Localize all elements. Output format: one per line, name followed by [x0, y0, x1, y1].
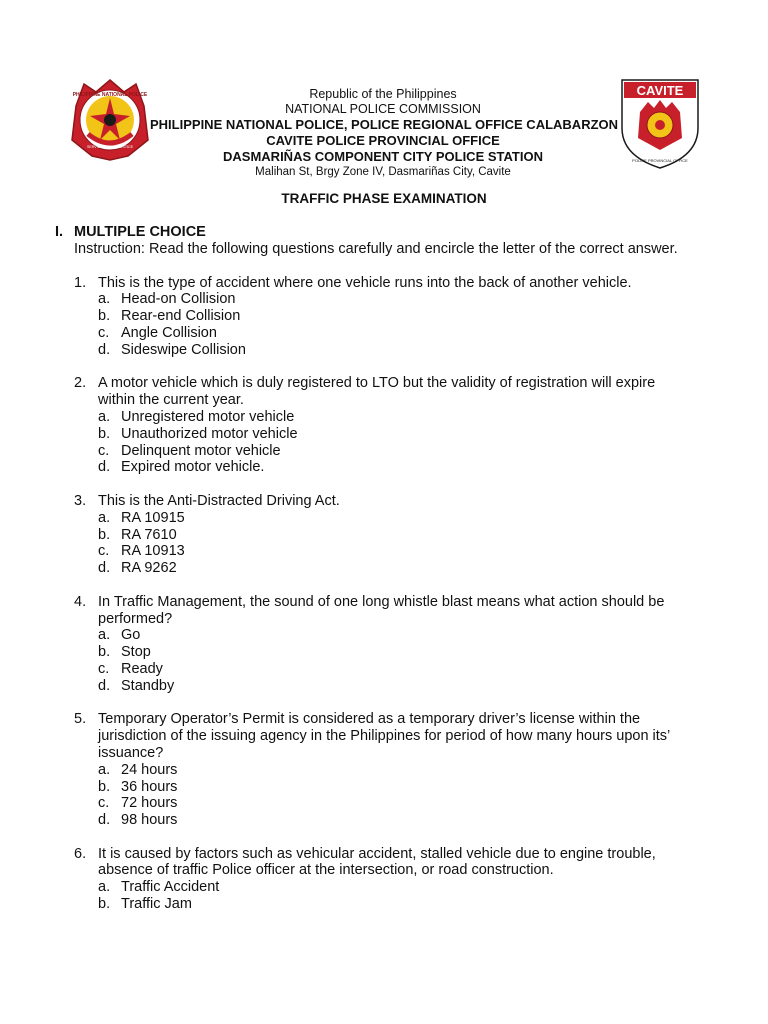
- choice-text: 72 hours: [121, 795, 178, 812]
- commission-line: NATIONAL POLICE COMMISSION: [285, 102, 481, 116]
- choice-option[interactable]: [98, 325, 694, 342]
- cavite-ppo-logo: [620, 78, 700, 170]
- choice-letter: a.: [98, 291, 111, 308]
- question-number: 1.: [74, 274, 87, 291]
- choice-list: [74, 409, 694, 476]
- question-1: [74, 275, 694, 359]
- choice-list: [74, 510, 694, 577]
- choice-option[interactable]: [98, 291, 694, 308]
- choice-text: 36 hours: [121, 778, 178, 795]
- question-text: [74, 594, 694, 628]
- choice-letter: d.: [98, 812, 111, 829]
- question-prompt: Temporary Operator’s Permit is considered as a temporary driver’s license within the jurisdiction of the issuing agency in the Philippines for period of how many hours upon its’ issuance?: [98, 711, 670, 761]
- cavite-banner-text: CAVITE: [636, 83, 684, 98]
- letterhead: [150, 87, 619, 180]
- question-4: [74, 594, 694, 695]
- station-line: DASMARIÑAS COMPONENT CITY POLICE STATION: [223, 149, 543, 164]
- choice-letter: d.: [98, 459, 111, 476]
- question-text: [74, 711, 694, 761]
- choice-letter: b.: [98, 896, 111, 913]
- choice-text: Traffic Accident: [121, 879, 220, 896]
- choice-option[interactable]: [98, 308, 694, 325]
- choice-letter: b.: [98, 425, 111, 442]
- choice-option[interactable]: [98, 896, 694, 913]
- question-prompt: This is the type of accident where one vehicle runs into the back of another vehicle.: [98, 274, 632, 291]
- choice-text: Ready: [121, 660, 163, 677]
- choice-option[interactable]: [98, 443, 694, 460]
- question-number: 6.: [74, 845, 87, 862]
- choice-option[interactable]: [98, 661, 694, 678]
- choice-text: RA 10915: [121, 509, 185, 526]
- choice-option[interactable]: [98, 426, 694, 443]
- choice-option[interactable]: [98, 879, 694, 896]
- section-number: I.: [55, 224, 64, 240]
- choice-letter: d.: [98, 677, 111, 694]
- choice-option[interactable]: [98, 779, 694, 796]
- pnp-seal-text: PHILIPPINE NATIONAL POLICE: [72, 92, 148, 98]
- choice-letter: d.: [98, 341, 111, 358]
- question-3: [74, 493, 694, 577]
- choice-letter: c.: [98, 660, 110, 677]
- question-6: [74, 846, 694, 913]
- choice-option[interactable]: [98, 560, 694, 577]
- choice-list: [74, 627, 694, 694]
- choice-letter: a.: [98, 879, 111, 896]
- choice-option[interactable]: [98, 678, 694, 695]
- question-prompt: In Traffic Management, the sound of one long whistle blast means what action should be performed?: [98, 593, 665, 627]
- choice-text: 98 hours: [121, 812, 178, 829]
- choice-option[interactable]: [98, 627, 694, 644]
- choice-letter: a.: [98, 509, 111, 526]
- choice-option[interactable]: [98, 459, 694, 476]
- choice-text: Traffic Jam: [121, 896, 192, 913]
- question-text: [74, 375, 694, 409]
- choice-option[interactable]: [98, 762, 694, 779]
- instruction-text: Instruction: Read the following questions carefully and encircle the letter of the correct answer.: [74, 241, 678, 257]
- choice-option[interactable]: [98, 644, 694, 661]
- republic-line: Republic of the Philippines: [309, 87, 457, 101]
- choice-letter: b.: [98, 526, 111, 543]
- exam-title: TRAFFIC PHASE EXAMINATION: [281, 191, 487, 206]
- choice-option[interactable]: [98, 527, 694, 544]
- choice-text: Sideswipe Collision: [121, 341, 246, 358]
- choice-letter: b.: [98, 644, 111, 661]
- choice-option[interactable]: [98, 543, 694, 560]
- section-title: MULTIPLE CHOICE: [74, 224, 206, 240]
- pnp-office-line: PHILIPPINE NATIONAL POLICE, POLICE REGIONAL OFFICE CALABARZON: [150, 117, 619, 132]
- choice-letter: c.: [98, 543, 110, 560]
- choice-letter: c.: [98, 795, 110, 812]
- choice-text: RA 10913: [121, 543, 185, 560]
- question-prompt: This is the Anti-Distracted Driving Act.: [98, 492, 340, 509]
- choice-letter: c.: [98, 442, 110, 459]
- choice-text: Delinquent motor vehicle: [121, 442, 281, 459]
- choice-text: Standby: [121, 677, 175, 694]
- choice-text: 24 hours: [121, 761, 178, 778]
- choice-letter: a.: [98, 408, 111, 425]
- choice-text: Go: [121, 627, 141, 644]
- exam-content: [74, 241, 694, 930]
- choice-text: Angle Collision: [121, 324, 217, 341]
- pnp-seal-motto: SERVICE HONOR JUSTICE: [86, 145, 134, 149]
- question-number: 2.: [74, 375, 87, 392]
- section-heading: [55, 224, 206, 240]
- choice-letter: c.: [98, 324, 110, 341]
- choice-option[interactable]: [98, 409, 694, 426]
- question-number: 4.: [74, 593, 87, 610]
- choice-option[interactable]: [98, 795, 694, 812]
- question-number: 3.: [74, 492, 87, 509]
- choice-letter: a.: [98, 627, 111, 644]
- choice-option[interactable]: [98, 510, 694, 527]
- cavite-ppo-text: POLICE PROVINCIAL OFFICE: [632, 158, 688, 163]
- choice-letter: d.: [98, 560, 111, 577]
- address-line: Malihan St, Brgy Zone IV, Dasmariñas City, Cavite: [255, 166, 511, 178]
- choice-list: [74, 291, 694, 358]
- choice-text: Expired motor vehicle.: [121, 459, 265, 476]
- question-prompt: It is caused by factors such as vehicular accident, stalled vehicle due to engine trouble, absence of traffic Police officer at the intersection, or road construction.: [98, 845, 656, 879]
- choice-text: RA 7610: [121, 526, 177, 543]
- choice-option[interactable]: [98, 342, 694, 359]
- choice-letter: a.: [98, 761, 111, 778]
- provincial-office-line: CAVITE POLICE PROVINCIAL OFFICE: [266, 133, 500, 148]
- question-text: [74, 846, 694, 880]
- choice-text: Stop: [121, 644, 151, 661]
- question-text: [74, 275, 694, 292]
- choice-letter: b.: [98, 308, 111, 325]
- choice-text: RA 9262: [121, 560, 177, 577]
- choice-text: Head-on Collision: [121, 291, 236, 308]
- choice-text: Unauthorized motor vehicle: [121, 425, 298, 442]
- choice-list: [74, 762, 694, 829]
- choice-text: Rear-end Collision: [121, 308, 241, 325]
- question-text: [74, 493, 694, 510]
- pnp-seal-logo: [68, 76, 152, 162]
- question-prompt: A motor vehicle which is duly registered to LTO but the validity of registration will expire within the current year.: [98, 375, 656, 409]
- choice-list: [74, 879, 694, 913]
- question-number: 5.: [74, 711, 87, 728]
- question-2: [74, 375, 694, 476]
- question-5: [74, 711, 694, 829]
- choice-letter: b.: [98, 778, 111, 795]
- choice-text: Unregistered motor vehicle: [121, 408, 295, 425]
- choice-option[interactable]: [98, 812, 694, 829]
